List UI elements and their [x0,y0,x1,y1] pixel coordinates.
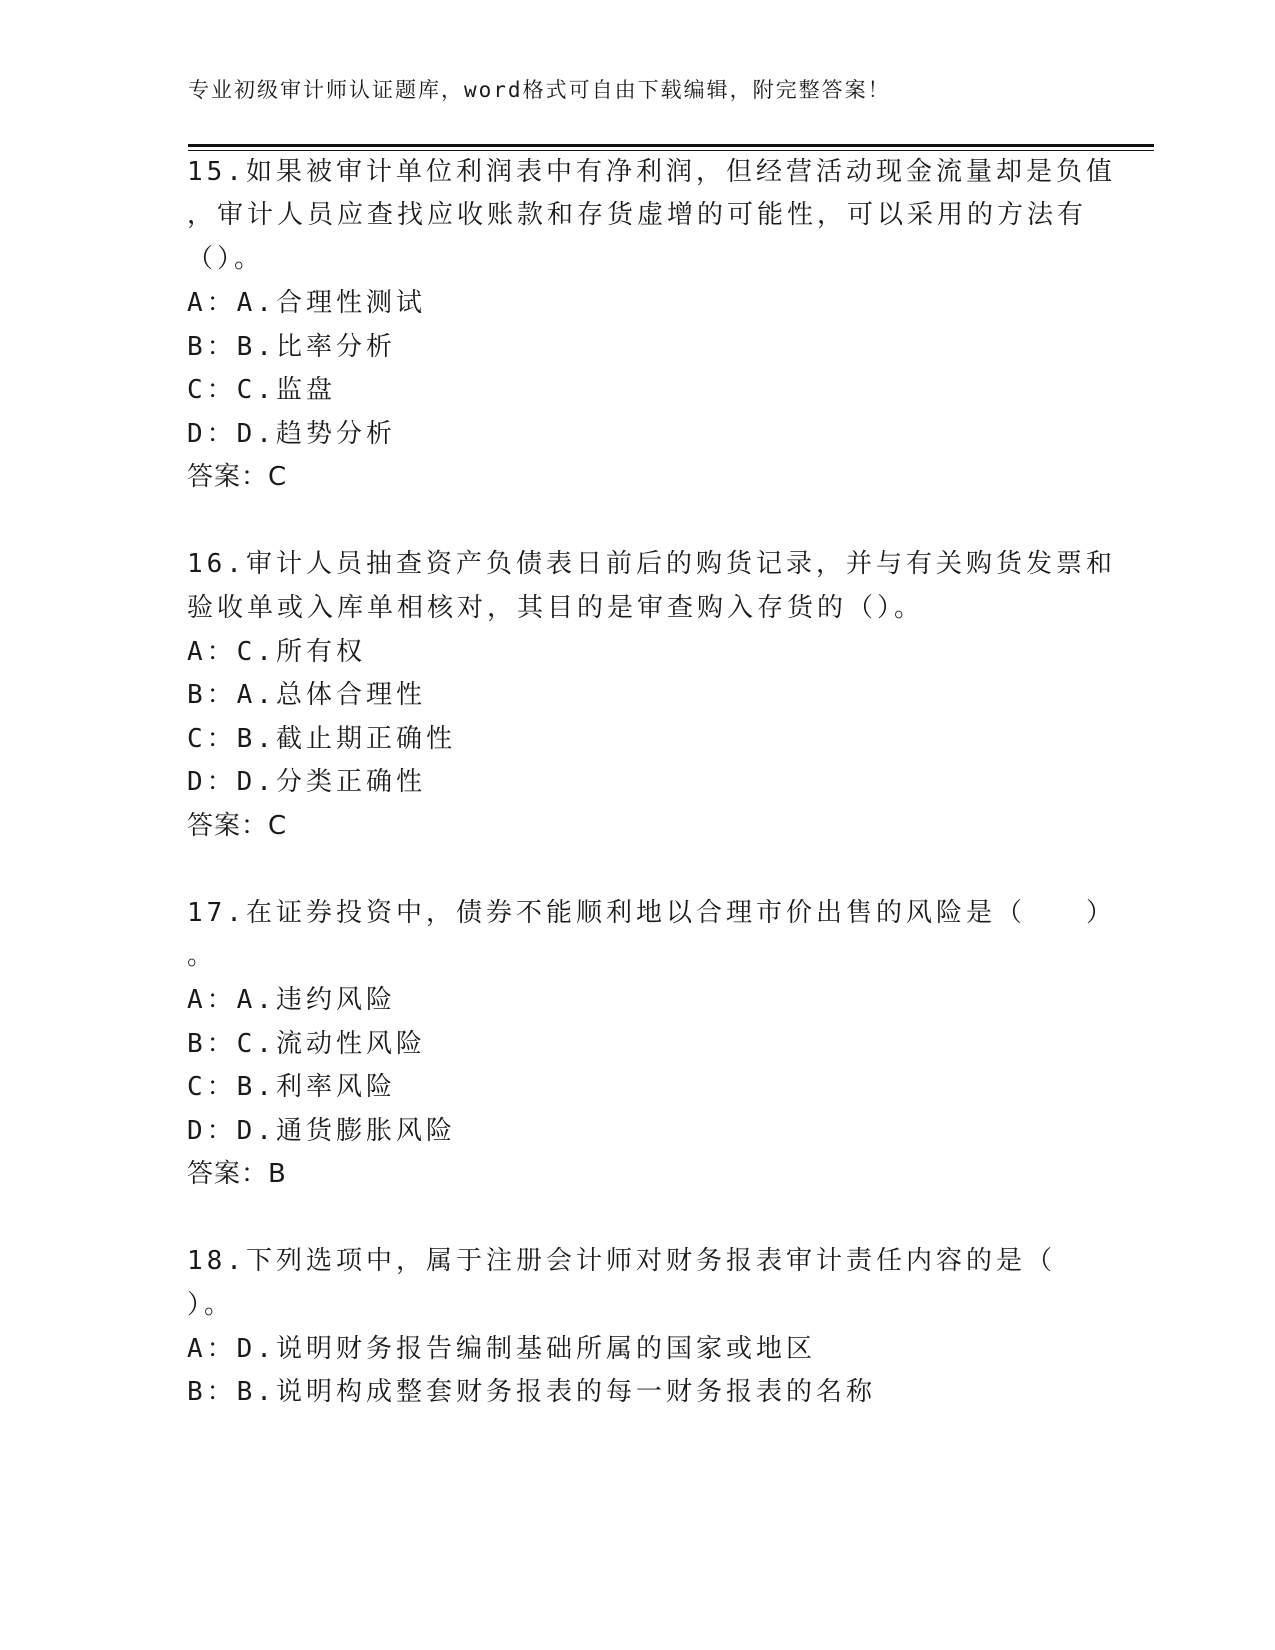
question-stem-line: 16.审计人员抽查资产负债表日前后的购货记录，并与有关购货发票和 [187,549,1116,579]
question-stem-line: ，审计人员应查找应收账款和存货虚增的可能性，可以采用的方法有 [187,200,1088,230]
question-stem-line: 。 [187,941,218,971]
option-c: C：B.截止期正确性 [187,724,456,754]
answer: 答案：C [187,462,288,492]
question-stem-line: 17.在证券投资中，债券不能顺利地以合理市价出售的风险是（ ） [187,898,1116,928]
option-c: C：B.利率风险 [187,1072,396,1102]
question-stem-line: （）。 [187,244,265,274]
answer: 答案：C [187,811,288,841]
option-d: D：D.趋势分析 [187,419,396,449]
option-d: D：D.通货膨胀风险 [187,1116,456,1146]
question-stem-line: 验收单或入库单相核对，其目的是审查购入存货的（）。 [187,593,925,623]
option-b: B：B.说明构成整套财务报表的每一财务报表的名称 [187,1377,876,1407]
option-a: A：C.所有权 [187,637,366,667]
page-header: 专业初级审计师认证题库，word格式可自由下载编辑，附完整答案！ [188,78,891,102]
option-b: B：A.总体合理性 [187,680,426,710]
option-a: A：A.违约风险 [187,985,396,1015]
option-a: A：A.合理性测试 [187,288,426,318]
option-a: A：D.说明财务报告编制基础所属的国家或地区 [187,1334,816,1364]
option-b: B：B.比率分析 [187,332,396,362]
option-d: D：D.分类正确性 [187,767,426,797]
header-rule-thick [188,144,1154,147]
question-stem-line: ）。 [187,1290,235,1320]
option-b: B：C.流动性风险 [187,1029,426,1059]
header-rule-thin [188,150,1154,151]
answer: 答案：B [187,1159,287,1189]
option-c: C：C.监盘 [187,375,336,405]
question-stem-line: 18.下列选项中，属于注册会计师对财务报表审计责任内容的是（ [187,1246,1056,1276]
question-stem-line: 15.如果被审计单位利润表中有净利润，但经营活动现金流量却是负值 [187,157,1116,187]
